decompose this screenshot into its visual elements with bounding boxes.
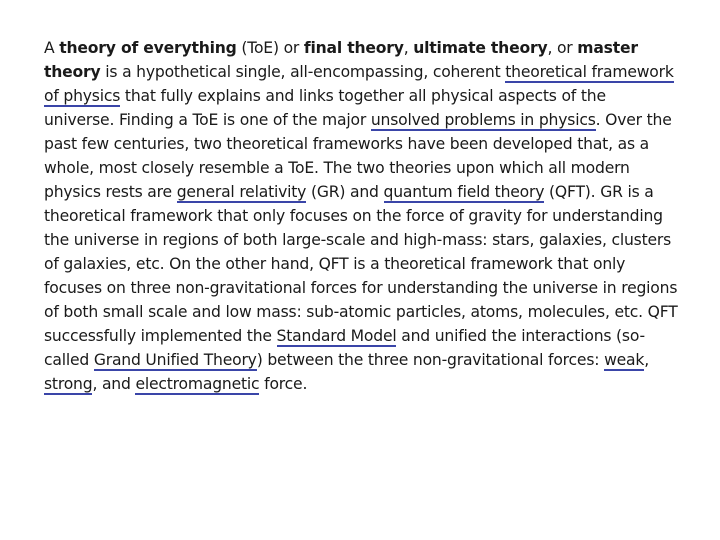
text-span: A xyxy=(44,39,60,57)
text-span: , and xyxy=(92,375,136,393)
text-span: E is one of the major xyxy=(208,111,371,129)
body-paragraph xyxy=(44,36,680,396)
link-grand-unified-theory[interactable]: Grand Unified Theory xyxy=(93,351,257,369)
link-quantum-field-theory[interactable]: quantum field theory xyxy=(383,183,545,201)
text-span: is a hypothetical single, all-encompassing, coherent xyxy=(100,63,506,81)
link-weak[interactable]: weak xyxy=(604,351,645,369)
bold-term-ultimate-theory: ultimate theory xyxy=(413,39,548,57)
text-span: , or xyxy=(547,39,578,57)
text-span: . Over the past few centuries, two theoretical frameworks have been developed that, as a whole, most closely resemble a To xyxy=(44,111,672,177)
link-electromagnetic[interactable]: electromagnetic xyxy=(135,375,260,393)
text-span: and unified the interactions (so-called xyxy=(44,327,645,369)
link-unsolved-problems-in-physics[interactable]: unsolved problems in physics xyxy=(370,111,596,129)
text-span: E. The two theories upon which all modern physics rests are xyxy=(44,159,630,201)
text-span: , xyxy=(644,351,649,369)
text-span: (QFT). GR is a theoretical framework that only focuses on the force of gravity for understanding the universe in regions of both large-scale and high-mass: stars, galaxies, clusters of galaxies, etc. On the other hand, QFT is a theoretical framework that only focuses on three non-gravitational forces for understanding the universe in regions of both small scale and low mass: sub-atomic particles, atoms, molecules, etc. QFT successfully implemented the xyxy=(44,183,678,345)
text-span: (To xyxy=(236,39,264,57)
bold-term-master-theory: master theory xyxy=(44,39,638,81)
link-standard-model[interactable]: Standard Model xyxy=(276,327,397,345)
text-span: (GR) and xyxy=(306,183,384,201)
link-general-relativity[interactable]: general relativity xyxy=(176,183,307,201)
text-span: ) between the three non-gravitational forces: xyxy=(256,351,605,369)
bold-term-final-theory: final theory xyxy=(303,39,404,57)
link-strong[interactable]: strong xyxy=(44,375,93,393)
text-span: force. xyxy=(259,375,308,393)
text-span: that fully explains and links together all physical aspects of the universe. Finding a To xyxy=(44,87,606,129)
bold-term-theory-of-everything: theory of everything xyxy=(59,39,237,57)
text-span: , xyxy=(403,39,414,57)
link-theoretical-framework-of-physics[interactable]: theoretical framework of physics xyxy=(44,63,674,105)
text-span: E xyxy=(263,39,273,57)
text-span: ) or xyxy=(272,39,304,57)
